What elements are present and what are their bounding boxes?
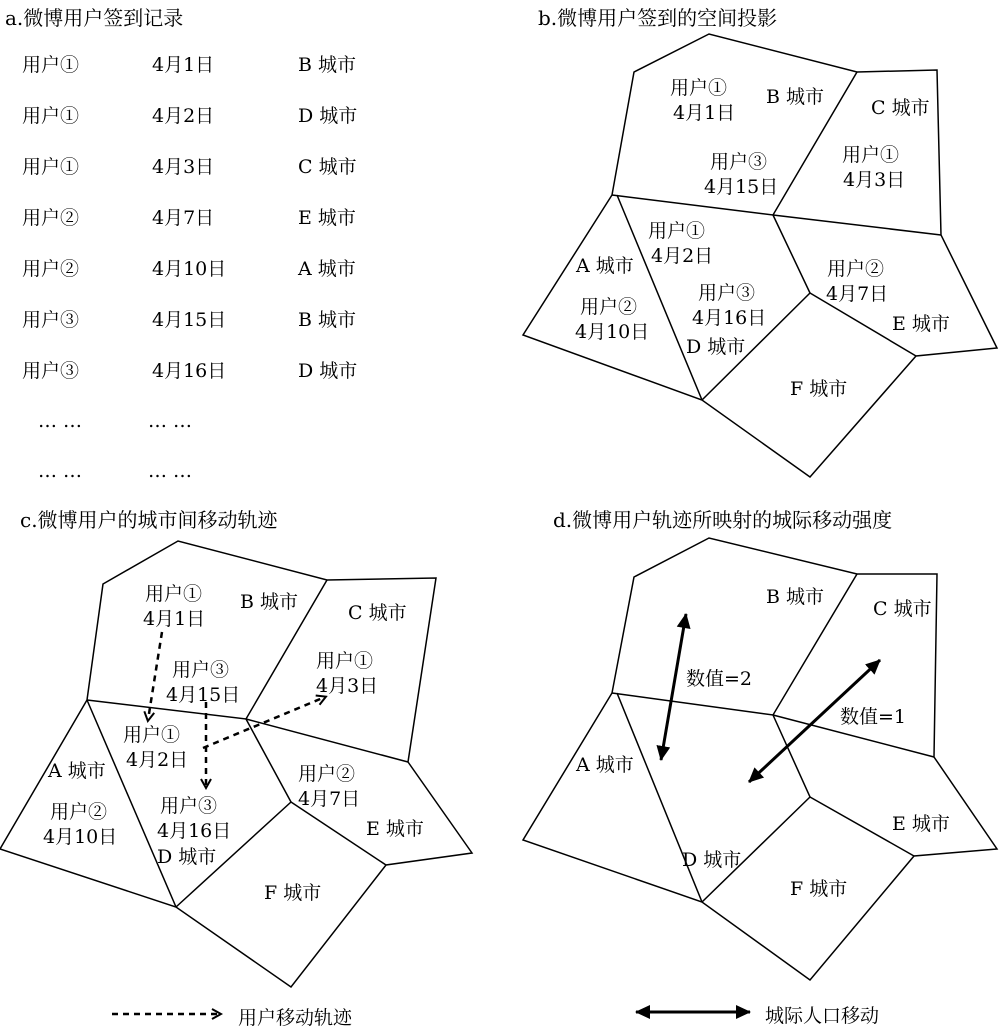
intensity-value-ab: 数值=2 [686, 668, 753, 690]
record-date: 4月10日 [152, 258, 227, 280]
checkin-date: 4月10日 [43, 826, 118, 848]
city-label-d: D 城市 [682, 849, 742, 871]
record-date: 4月7日 [152, 207, 215, 229]
checkin-user: 用户② [298, 763, 356, 785]
city-label-b: B 城市 [240, 591, 299, 613]
ellipsis: … … [38, 410, 83, 432]
record-user: 用户③ [22, 360, 80, 382]
record-date: 4月15日 [152, 309, 227, 331]
record-date: 4月3日 [152, 156, 215, 178]
city-label-e: E 城市 [892, 313, 950, 335]
checkin-date: 4月2日 [651, 245, 714, 267]
checkin-user: 用户① [145, 583, 203, 605]
record-city: B 城市 [298, 309, 357, 331]
checkin-user: 用户① [316, 650, 374, 672]
record-city: B 城市 [298, 54, 357, 76]
record-user: 用户① [22, 105, 80, 127]
checkin-date: 4月15日 [166, 684, 241, 706]
checkin-user: 用户③ [710, 151, 768, 173]
city-label-a: A 城市 [576, 754, 634, 776]
city-label-b: B 城市 [766, 86, 825, 108]
record-date: 4月16日 [152, 360, 227, 382]
ellipsis: … … [148, 460, 193, 482]
checkin-date: 4月1日 [673, 102, 736, 124]
city-label-b: B 城市 [766, 586, 825, 608]
record-city: E 城市 [298, 207, 356, 229]
city-label-e: E 城市 [366, 818, 424, 840]
record-date: 4月1日 [152, 54, 215, 76]
legend-migration-label: 城际人口移动 [765, 1005, 880, 1027]
legend-trajectory-label: 用户移动轨迹 [238, 1007, 353, 1029]
migration-arrows [661, 614, 880, 782]
city-label-a: A 城市 [48, 760, 106, 782]
panel-d-title: d.微博用户轨迹所映射的城际移动强度 [553, 508, 893, 532]
checkin-user: 用户① [648, 220, 706, 242]
city-label-c: C 城市 [348, 602, 407, 624]
checkin-user: 用户③ [698, 282, 756, 304]
city-label-f: F 城市 [264, 882, 322, 904]
record-user: 用户② [22, 207, 80, 229]
city-label-d: D 城市 [686, 336, 746, 358]
record-city: D 城市 [298, 360, 358, 382]
city-label-f: F 城市 [790, 878, 848, 900]
checkin-date: 4月1日 [143, 608, 206, 630]
border-line [773, 215, 941, 235]
city-label-c: C 城市 [871, 97, 930, 119]
record-city: C 城市 [298, 156, 357, 178]
panel-b-title: b.微博用户签到的空间投影 [538, 6, 778, 30]
intensity-value-dc: 数值=1 [840, 706, 907, 728]
checkin-date: 4月7日 [298, 788, 361, 810]
panel-a-title: a.微博用户签到记录 [5, 6, 184, 30]
ellipsis: … … [148, 410, 193, 432]
checkin-user: 用户② [827, 258, 885, 280]
checkin-date: 4月3日 [843, 169, 906, 191]
checkin-date: 4月15日 [704, 176, 779, 198]
record-user: 用户① [22, 54, 80, 76]
migration-arrow-a-b [661, 614, 686, 760]
record-user: 用户③ [22, 309, 80, 331]
record-user: 用户② [22, 258, 80, 280]
city-label-f: F 城市 [790, 378, 848, 400]
city-label-c: C 城市 [873, 598, 932, 620]
checkin-date: 4月16日 [157, 820, 232, 842]
record-user: 用户① [22, 156, 80, 178]
checkin-user: 用户① [842, 144, 900, 166]
border-line [246, 719, 408, 762]
city-label-a: A 城市 [576, 255, 634, 277]
checkin-user: 用户② [580, 296, 638, 318]
record-city: D 城市 [298, 105, 358, 127]
city-label-d: D 城市 [157, 846, 217, 868]
checkin-user: 用户③ [160, 795, 218, 817]
checkin-date: 4月10日 [575, 321, 650, 343]
checkin-date: 4月16日 [692, 307, 767, 329]
ellipsis: … … [38, 460, 83, 482]
checkin-date: 4月7日 [826, 283, 889, 305]
record-city: A 城市 [298, 258, 356, 280]
checkin-date: 4月2日 [126, 749, 189, 771]
checkin-user: 用户① [670, 77, 728, 99]
panel-c-title: c.微博用户的城市间移动轨迹 [20, 508, 278, 532]
checkin-user: 用户② [50, 801, 108, 823]
record-date: 4月2日 [152, 105, 215, 127]
border-line [702, 715, 810, 902]
checkin-user: 用户③ [172, 659, 230, 681]
checkin-date: 4月3日 [316, 675, 379, 697]
checkin-user: 用户① [123, 724, 181, 746]
city-label-e: E 城市 [892, 813, 950, 835]
